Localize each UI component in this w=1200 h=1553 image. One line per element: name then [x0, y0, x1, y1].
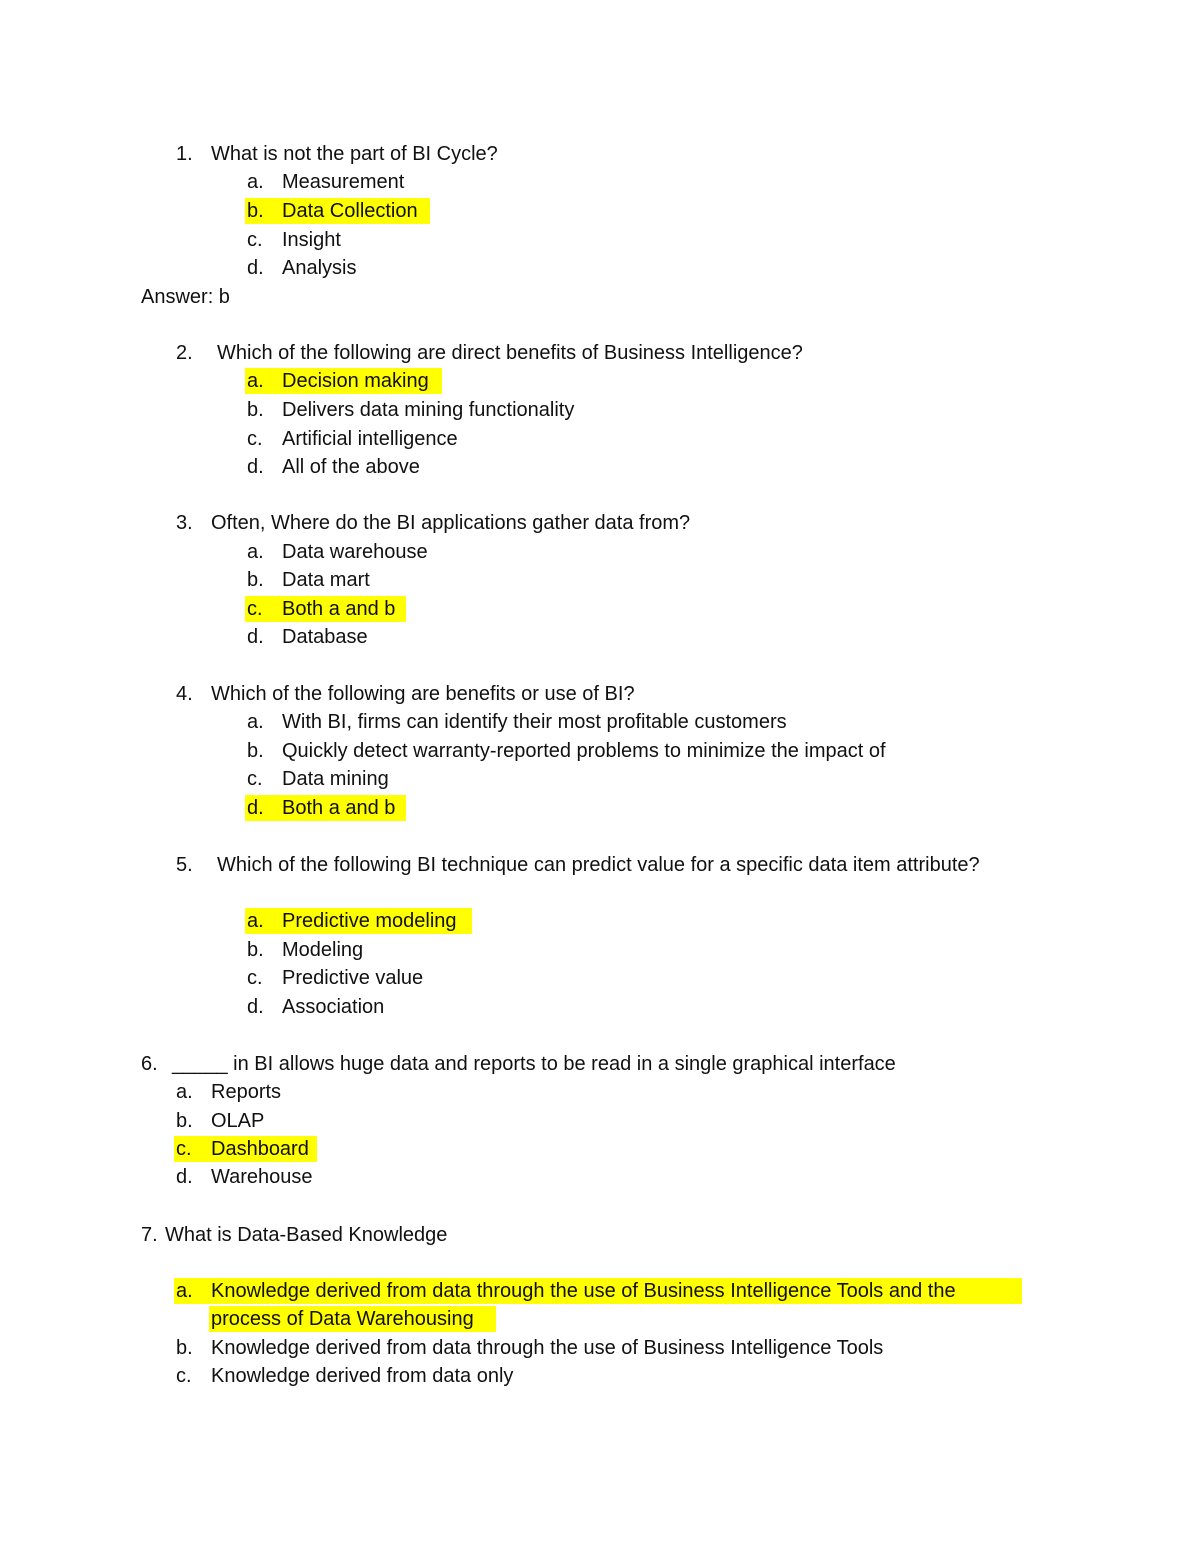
question-text: Which of the following BI technique can predict value for a specific data item attribute? [217, 854, 980, 876]
option-letter: d. [176, 1166, 193, 1188]
question-number: 1. [176, 143, 193, 165]
option-letter: c. [247, 598, 263, 620]
option-text: Data warehouse [282, 541, 428, 563]
option-text: Both a and b [282, 598, 396, 620]
option-text-continuation: process of Data Warehousing [211, 1308, 474, 1330]
question-text: Often, Where do the BI applications gather data from? [211, 512, 691, 534]
option-text: Database [282, 626, 368, 648]
option-letter: d. [247, 797, 264, 819]
option-text: Quickly detect warranty-reported problems to minimize the impact of [282, 740, 886, 762]
question-text: Which of the following are benefits or use of BI? [211, 683, 635, 705]
option-text: Modeling [282, 939, 364, 961]
option-2a-highlighted [245, 368, 442, 394]
option-7a-continuation-highlighted [209, 1306, 496, 1332]
option-5a-highlighted [245, 908, 472, 934]
option-text: Data mining [282, 768, 389, 790]
option-3c-highlighted [245, 596, 406, 622]
option-letter: b. [247, 740, 264, 762]
option-letter: c. [247, 768, 263, 790]
question-text: What is not the part of BI Cycle? [211, 143, 498, 165]
option-text: Both a and b [282, 797, 396, 819]
option-letter: c. [247, 967, 263, 989]
question-number: 3. [176, 512, 193, 534]
option-text: Dashboard [211, 1138, 309, 1160]
option-letter: a. [247, 541, 264, 563]
option-text: With BI, firms can identify their most profitable customers [282, 711, 787, 733]
option-text: Reports [211, 1081, 282, 1103]
option-letter: b. [176, 1110, 193, 1132]
option-text: Knowledge derived from data through the use of Business Intelligence Tools and the [211, 1280, 956, 1302]
option-letter: c. [176, 1365, 192, 1387]
question-text: Which of the following are direct benefits of Business Intelligence? [217, 342, 803, 364]
question-number: 4. [176, 683, 193, 705]
option-letter: c. [247, 229, 263, 251]
option-6c-highlighted [174, 1136, 317, 1162]
option-7a-highlighted [174, 1278, 1022, 1304]
option-text: Knowledge derived from data only [211, 1365, 514, 1387]
option-letter: c. [247, 428, 263, 450]
answer-text: Answer: b [141, 286, 230, 308]
option-letter: b. [247, 200, 264, 222]
option-letter: d. [247, 996, 264, 1018]
option-4d-highlighted [245, 795, 406, 821]
question-text: What is Data-Based Knowledge [165, 1224, 448, 1246]
option-text: Artificial intelligence [282, 428, 458, 450]
question-text: _____ in BI allows huge data and reports to be read in a single graphical interface [172, 1053, 896, 1075]
option-letter: b. [247, 569, 264, 591]
option-text: Data Collection [282, 200, 418, 222]
option-letter: d. [247, 257, 264, 279]
option-text: Predictive modeling [282, 910, 457, 932]
option-letter: b. [247, 939, 264, 961]
option-text: Knowledge derived from data through the use of Business Intelligence Tools [211, 1337, 884, 1359]
option-1b-highlighted [245, 198, 430, 224]
option-text: Data mart [282, 569, 370, 591]
option-letter: a. [247, 910, 264, 932]
option-letter: a. [247, 171, 264, 193]
option-text: Analysis [282, 257, 357, 279]
option-text: Warehouse [211, 1166, 313, 1188]
option-text: Association [282, 996, 385, 1018]
option-text: OLAP [211, 1110, 265, 1132]
option-letter: b. [176, 1337, 193, 1359]
option-text: Decision making [282, 370, 429, 392]
option-letter: a. [247, 370, 264, 392]
option-letter: d. [247, 626, 264, 648]
option-text: Delivers data mining functionality [282, 399, 575, 421]
question-number: 6. [141, 1053, 158, 1075]
question-number: 5. [176, 854, 193, 876]
option-text: All of the above [282, 456, 420, 478]
question-number: 2. [176, 342, 193, 364]
option-letter: c. [176, 1138, 192, 1160]
option-text: Measurement [282, 171, 405, 193]
option-letter: d. [247, 456, 264, 478]
option-letter: b. [247, 399, 264, 421]
option-text: Insight [282, 229, 341, 251]
question-number: 7. [141, 1224, 158, 1246]
option-text: Predictive value [282, 967, 424, 989]
option-letter: a. [176, 1081, 193, 1103]
option-letter: a. [247, 711, 264, 733]
option-letter: a. [176, 1280, 193, 1302]
